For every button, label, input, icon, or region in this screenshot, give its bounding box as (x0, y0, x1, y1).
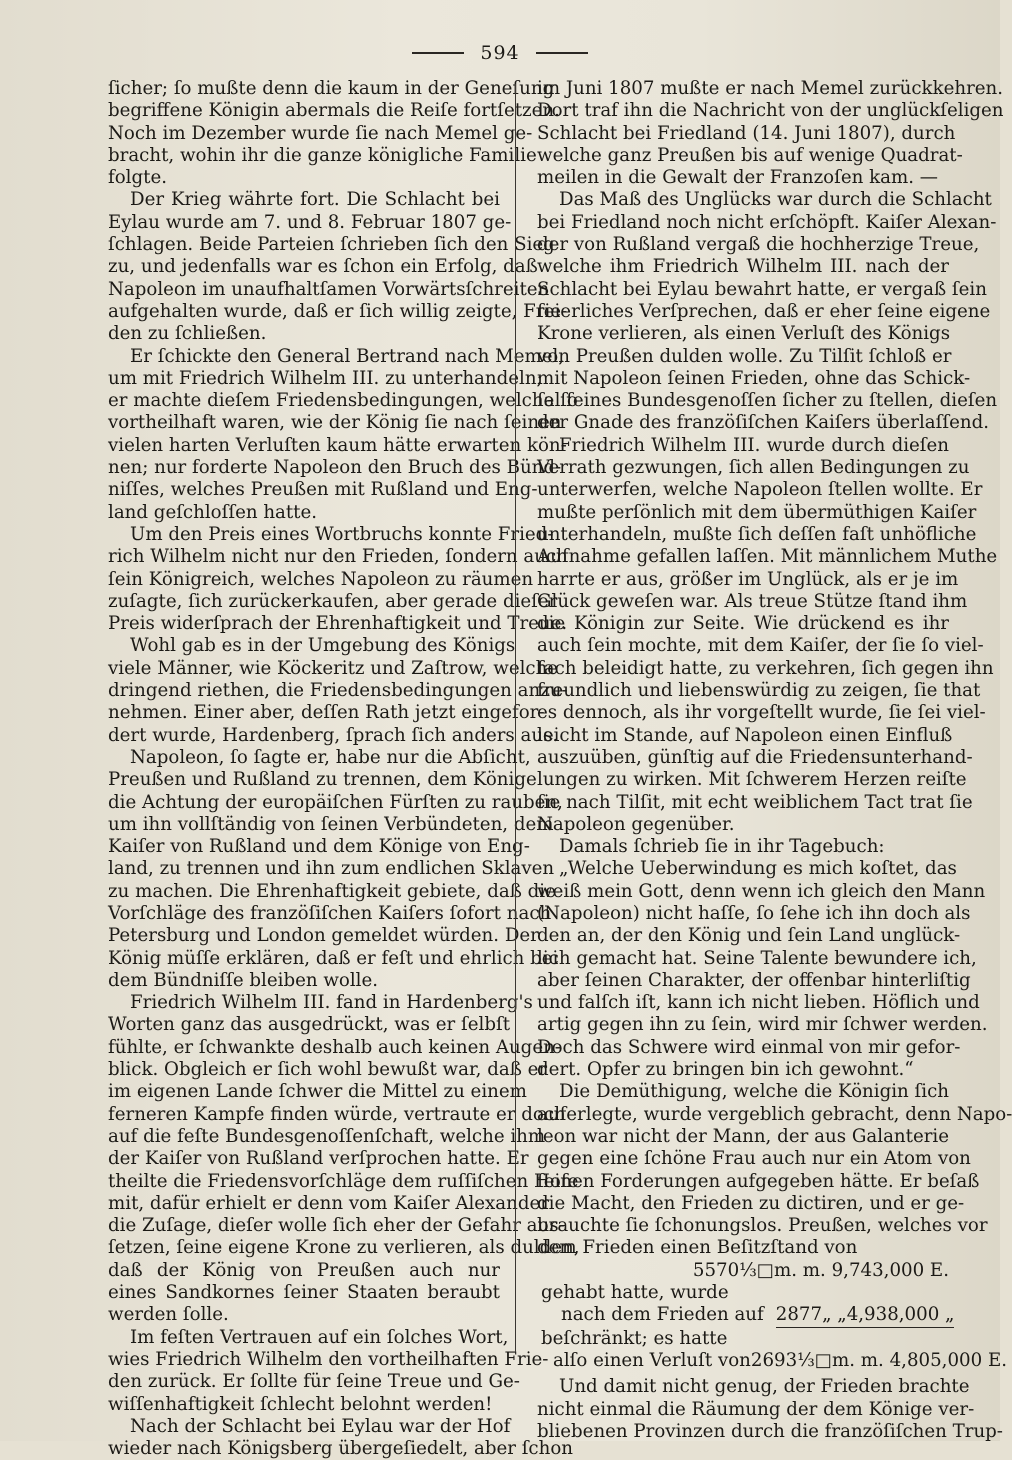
table-row (541, 1282, 949, 1304)
text-line: Petersburg und London gemeldet würden. Der (108, 925, 539, 947)
table-loss-value: 2693⅓□m. m. 4,805,000 E. (750, 1349, 1008, 1371)
text-line: rich Wilhelm nicht nur den Frieden, ſondern auch (108, 546, 568, 568)
text-line: lungen zu wirken. Mit ſchwerem Herzen reiſte (537, 769, 967, 791)
text-line: Vorſchläge des franzöſiſchen Kaiſers ſofort nach (108, 902, 552, 924)
text-line: Nach der Schlacht bei Eylau war der Hof (130, 1415, 511, 1437)
text-line: Schlacht bei Eylau bewahrt hatte, er vergaß ſein (537, 278, 987, 300)
text-line: nehmen. Einer aber, deſſen Rath jetzt eingefor- (108, 702, 545, 724)
text-line: König müſſe erklären, daß er feſt und ehrlich bei (108, 947, 559, 969)
left-column (108, 78, 580, 1460)
text-line: Schlacht bei Friedland (14. Juni 1807), durch (537, 122, 956, 144)
text-line: die Macht, den Frieden zu dictiren, und er ge- (537, 1192, 965, 1214)
text-line: Damals ſchrieb ſie in ihr Tagebuch: (559, 836, 885, 858)
text-line: unterwerfen, welche Napoleon ſtellen wollte. Er (537, 479, 983, 501)
text-line: Napoleon, ſo ſagte er, habe nur die Abſicht, (130, 746, 531, 768)
text-line: welche ganz Preußen bis auf wenige Quadrat- (537, 144, 963, 166)
table-row (541, 1328, 949, 1350)
table-label: alſo einen Verluſt von (553, 1349, 751, 1371)
text-line: begriffene Königin abermals die Reiſe fortſetzen. (108, 100, 560, 122)
text-line: blick. Obgleich er ſich wohl bewußt war, daß er (108, 1059, 548, 1081)
table-after-value: 4,938,000 „ (846, 1304, 955, 1326)
text-line: aber ſeinen Charakter, der offenbar hinterliſtig (537, 969, 971, 991)
text-line: Im feſten Vertrauen auf ein ſolches Wort, (130, 1326, 509, 1348)
text-line: die Zuſage, dieſer wolle ſich eher der Gefahr aus- (108, 1215, 565, 1237)
text-line: Noch im Dezember wurde ſie nach Memel ge- (108, 122, 533, 144)
text-line: den an, der den König und ſein Land unglück- (537, 925, 961, 947)
text-line: wieder nach Königsberg übergeſiedelt, aber ſchon (108, 1438, 573, 1460)
table-after-area: 2877 (775, 1304, 823, 1326)
text-line: um ihn vollſtändig von ſeinen Verbündeten, dem (108, 813, 554, 835)
page-number: 594 (480, 42, 520, 64)
text-line: eines Sandkornes ſeiner Staaten beraubt (108, 1282, 500, 1304)
text-line: ſie nach Tilſit, mit echt weiblichem Tact trat ſie (537, 791, 973, 813)
text-line: der Gnade des franzöſiſchen Kaiſers überlaſſend. (537, 412, 990, 434)
text-line: dem Bündniſſe bleiben wolle. (108, 969, 379, 991)
text-line: Wohl gab es in der Umgebung des Königs (130, 635, 516, 657)
text-line: Er ſchickte den General Bertrand nach Memel, (130, 345, 565, 367)
text-line: ſicher; ſo mußte denn die kaum in der Geneſung (108, 78, 555, 99)
text-line: Der Krieg währte fort. Die Schlacht bei (130, 189, 500, 211)
text-line: auch ſein mochte, mit dem Kaiſer, der ſie ſo viel- (537, 635, 984, 657)
text-line: aufgehalten wurde, daß er ſich willig zeigte, Frie- (108, 300, 568, 322)
text-line: vielen harten Verluſten kaum hätte erwarten kön- (108, 434, 567, 456)
text-line: ſchlagen. Beide Parteien ſchrieben ſich den Sieg (108, 234, 555, 256)
text-line: ſal ſeines Bundesgenoſſen ſicher zu ſtellen, dieſen (537, 390, 998, 412)
text-line: auszuüben, günſtig auf die Friedensunterhand- (537, 746, 973, 768)
text-line: im Juni 1807 mußte er nach Memel zurückkehren. (537, 78, 1004, 99)
text-line: er machte dieſem Friedensbedingungen, welche ſo (108, 390, 578, 412)
text-line: folgte. (108, 167, 167, 189)
text-line: freundlich und liebenswürdig zu zeigen, ſie that (537, 680, 981, 702)
text-line: die Achtung der europäiſchen Fürſten zu rauben, (108, 791, 563, 813)
text-line: Napoleon gegenüber. (537, 813, 735, 835)
text-line: Napoleon im unaufhaltſamen Vorwärtsſchreiten (108, 278, 550, 300)
text-line: um mit Friedrich Wilhelm III. zu unterhandeln; (108, 367, 543, 389)
text-line: lich gemacht hat. Seine Talente bewundere ich, (537, 947, 977, 969)
text-line: daß der König von Preußen auch nur (108, 1259, 500, 1281)
table-label: nach dem Frieden auf (561, 1304, 764, 1326)
text-line: „Welche Ueberwindung es mich koſtet, das (559, 858, 957, 880)
table-after-cell (776, 1304, 955, 1327)
text-line: dert. Opfer zu bringen bin ich gewohnt.“ (537, 1059, 914, 1081)
text-line: ferneren Kampfe finden würde, vertraute er doch (108, 1103, 566, 1125)
table-ditto-marks: „ „ (822, 1304, 847, 1326)
text-line: Verrath gezwungen, ſich allen Bedingungen zu (537, 457, 970, 479)
text-line: harrte er aus, größer im Unglück, als er je im (537, 568, 959, 590)
text-line: den zurück. Er ſollte für ſeine Treue und Ge- (108, 1371, 520, 1393)
text-line: auf die feſte Bundesgenoſſenſchaft, welche ihm (108, 1125, 546, 1147)
text-line: mit, dafür erhielt er denn vom Kaiſer Alexander (108, 1192, 549, 1214)
table-before-value: 5570⅓□m. m. 9,743,000 E. (692, 1259, 949, 1281)
text-line: bracht, wohin ihr die ganze königliche Familie (108, 144, 537, 166)
text-line: Und damit nicht genug, der Frieden brachte (559, 1376, 970, 1398)
text-line: bei Friedland noch nicht erſchöpft. Kaiſer Alexan- (537, 211, 997, 233)
text-line: Um den Preis eines Wortbruchs konnte Fried- (130, 523, 554, 545)
page-header (0, 38, 1000, 68)
text-line: Krone verlieren, als einen Verluſt des Königs (537, 323, 951, 345)
text-line: von Preußen dulden wolle. Zu Tilſit ſchloß er (537, 345, 952, 367)
text-line: Die Demüthigung, welche die Königin ſich (559, 1081, 949, 1103)
text-line: zuſagte, ſich zurückerkaufen, aber gerade dieſer (108, 590, 558, 612)
text-line: der von Rußland vergaß die hochherzige Treue, (537, 234, 980, 256)
text-line: land geſchloſſen hatte. (108, 501, 318, 523)
text-line: gegen eine ſchöne Frau auch nur ein Atom von (537, 1148, 971, 1170)
text-line: vortheilhaft waren, wie der König ſie nach ſeinen (108, 412, 562, 434)
text-line: ſein Königreich, welches Napoleon zu räumen (108, 568, 534, 590)
text-line: fach beleidigt hatte, zu verkehren, ſich gegen ihn (537, 657, 994, 679)
text-line: auferlegte, wurde vergeblich gebracht, denn Napo- (537, 1103, 1012, 1125)
text-line: niſſes, welches Preußen mit Rußland und Eng- (108, 479, 538, 501)
table-label: beſchränkt; es hatte (541, 1327, 728, 1349)
right-column-text-end (537, 1376, 1003, 1443)
text-line: Doch das Schwere wird einmal von mir gefor- (537, 1036, 961, 1058)
table-row (541, 1260, 949, 1282)
text-line: es dennoch, als ihr vorgeſtellt wurde, ſie ſei viel- (537, 702, 986, 724)
text-line: der Kaiſer von Rußland verſprochen hatte. Er (108, 1148, 529, 1170)
text-line: leon war nicht der Mann, der aus Galanterie (537, 1125, 949, 1147)
text-line: nen; nur forderte Napoleon den Bruch des Bünd- (108, 457, 562, 479)
text-line: Aufnahme gefallen laſſen. Mit männlichem Muthe (537, 546, 998, 568)
text-line: werden ſolle. (108, 1304, 229, 1326)
text-line: Friedrich Wilhelm III. wurde durch dieſen (559, 434, 949, 456)
text-line: meilen in die Gewalt der Franzoſen kam. — (537, 167, 938, 189)
text-line: im eigenen Lande ſchwer die Mittel zu einem (108, 1081, 527, 1103)
right-column (537, 78, 1012, 1443)
text-line: Worten ganz das ausgedrückt, was er ſelbſt (108, 1014, 511, 1036)
text-line: theilte die Friedensvorſchläge dem ruſſiſchen Hofe (108, 1170, 579, 1192)
text-line: zu machen. Die Ehrenhaftigkeit gebiete, daß die (108, 880, 556, 902)
text-line: ſeinen Forderungen aufgegeben hätte. Er beſaß (537, 1170, 980, 1192)
table-row (541, 1349, 1008, 1372)
text-line: Glück geweſen war. Als treue Stütze ſtand ihm (537, 590, 968, 612)
column-divider (515, 84, 516, 1352)
text-line: mußte perſönlich mit dem übermüthigen Kaiſer (537, 501, 977, 523)
text-line: land, zu trennen und ihn zum endlichen Sklaven (108, 858, 555, 880)
text-line: Friedrich Wilhelm III. fand in Hardenberg's (130, 992, 533, 1014)
text-line: dert wurde, Hardenberg, ſprach ſich anders aus. (108, 724, 559, 746)
text-line: den zu ſchließen. (108, 323, 267, 345)
header-rule-right (536, 52, 588, 54)
text-line: dem Frieden einen Beſitzſtand von (537, 1237, 858, 1259)
text-line: wies Friedrich Wilhelm den vortheilhaften Frie- (108, 1348, 549, 1370)
text-line: dringend riethen, die Friedensbedingungen anzu- (108, 680, 568, 702)
text-line: feierliches Verſprechen, daß er eher ſeine eigene (537, 300, 991, 322)
text-line: brauchte ſie ſchonungslos. Preußen, welches vor (537, 1215, 988, 1237)
text-line: die Königin zur Seite. Wie drückend es ihr (537, 613, 949, 635)
text-line: Kaiſer von Rußland und dem Könige von Eng- (108, 836, 530, 858)
text-line: zu, und jedenfalls war es ſchon ein Erfolg, daß (108, 256, 538, 278)
text-line: bliebenen Provinzen durch die franzöſiſchen Trup- (537, 1420, 1003, 1442)
text-line: artig gegen ihn zu ſein, wird mir ſchwer werden. (537, 1014, 988, 1036)
text-line: Eylau wurde am 7. und 8. Februar 1807 ge- (108, 211, 512, 233)
text-line: fühlte, er ſchwankte deshalb auch keinen Augen- (108, 1036, 561, 1058)
text-line: Dort traf ihn die Nachricht von der unglückſeligen (537, 100, 1004, 122)
header-rule-left (412, 52, 464, 54)
table-label: gehabt hatte, wurde (541, 1282, 729, 1304)
text-line: leicht im Stande, auf Napoleon einen Einfluß (537, 724, 953, 746)
territory-table (537, 1259, 1008, 1372)
text-line: nicht einmal die Räumung der dem Könige ver- (537, 1398, 975, 1420)
text-line: weiß mein Gott, denn wenn ich gleich den Mann (537, 880, 986, 902)
text-line: (Napoleon) nicht haſſe, ſo ſehe ich ihn doch als (537, 902, 971, 924)
text-line: und falſch iſt, kann ich nicht lieben. Höflich und (537, 992, 980, 1014)
text-line: viele Männer, wie Köckeritz und Zaſtrow, welche (108, 657, 559, 679)
text-line: unterhandeln, mußte ſich deſſen faſt unhöfliche (537, 523, 977, 545)
text-line: Preis widerſprach der Ehrenhaftigkeit und Treue. (108, 613, 568, 635)
text-line: mit Napoleon ſeinen Frieden, ohne das Schick- (537, 367, 971, 389)
text-line: wiſſenhaftigkeit ſchlecht belohnt werden! (108, 1393, 493, 1415)
right-column-text (537, 78, 1012, 1260)
text-line: ſetzen, ſeine eigene Krone zu verlieren, als dulden, (108, 1237, 580, 1259)
table-row (541, 1304, 955, 1327)
text-line: Das Maß des Unglücks war durch die Schlacht (559, 189, 992, 211)
text-line: welche ihm Friedrich Wilhelm III. nach der (537, 256, 949, 278)
text-line: Preußen und Rußland zu trennen, dem Könige (108, 769, 537, 791)
